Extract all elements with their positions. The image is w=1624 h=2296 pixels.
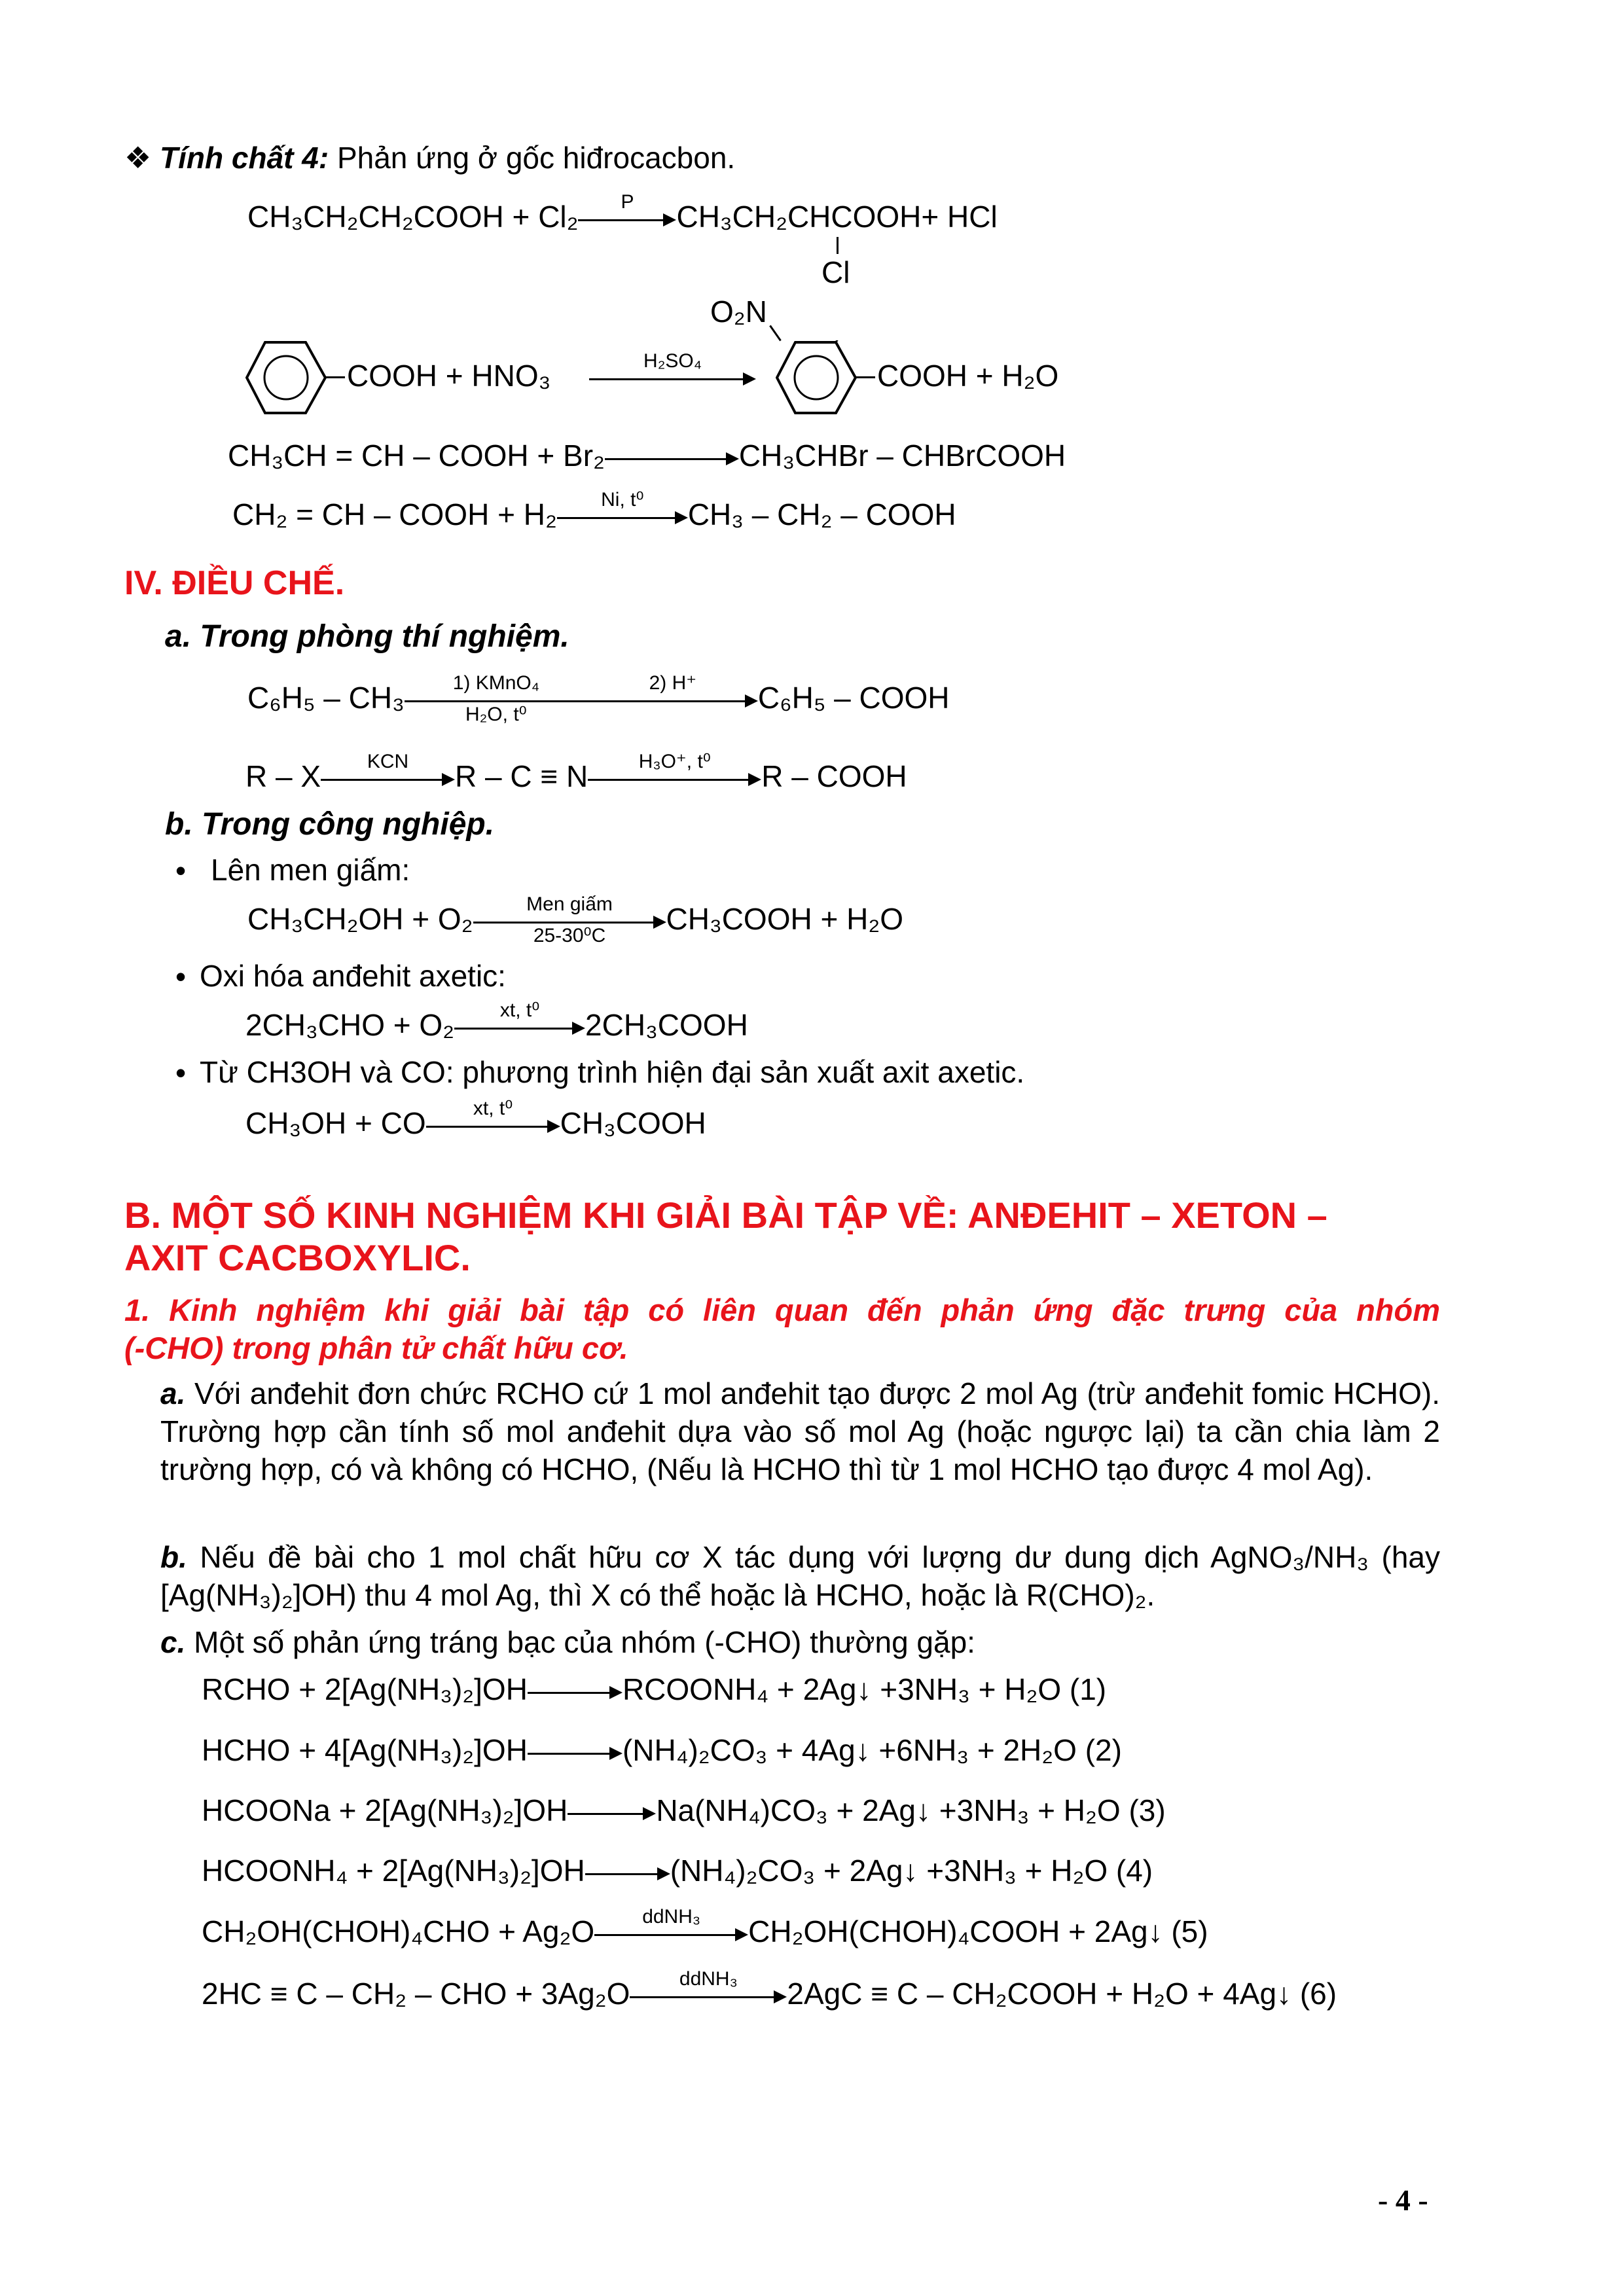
bond-line (837, 237, 839, 254)
subsection-lab: a. Trong phòng thí nghiệm. (165, 619, 569, 654)
eq-right: CH₃CH₂CHCOOH+ HCl (676, 200, 998, 234)
reaction-arrow-icon (568, 1800, 656, 1826)
equation-nitration (347, 359, 550, 393)
equation-carbonylation (245, 1097, 706, 1141)
arrow-condition: ddNH₃ (679, 1967, 738, 1990)
arrow-condition: KCN (367, 750, 409, 772)
arrow-condition: H₃O⁺, t⁰ (638, 750, 711, 772)
eq-right: COOH + H₂O (877, 359, 1059, 393)
subsection-1-heading (124, 1291, 1440, 1367)
reaction-right: 2AgC ≡ C – CH₂COOH + H₂O + 4Ag↓ (787, 1977, 1292, 2011)
reaction-arrow-icon (588, 672, 758, 713)
eq-branch: Cl (821, 255, 850, 289)
reaction-number: (1) (1069, 1672, 1107, 1706)
eq-right: CH₃CHBr – CHBrCOOH (738, 439, 1066, 473)
reaction-number: (3) (1128, 1793, 1166, 1827)
eq-right: CH₃ – CH₂ – COOH (687, 497, 956, 531)
paragraph-label: c. (160, 1625, 186, 1659)
reaction-right: CH₂OH(CHOH)₄COOH + 2Ag↓ (748, 1914, 1163, 1948)
reaction-arrow-icon (528, 1679, 623, 1705)
reaction-left: HCOONa + 2[Ag(NH₃)₂]OH (202, 1793, 568, 1827)
paragraph-b (160, 1538, 1440, 1614)
reaction-right: Na(NH₄)CO₃ + 2Ag↓ +3NH₃ + H₂O (656, 1793, 1121, 1827)
paragraph-label: a. (160, 1376, 186, 1410)
method-carbonylation: Từ CH3OH và CO: phương trình hiện đại sản xuất axit axetic. (200, 1055, 1025, 1089)
arrow-condition: xt, t⁰ (473, 1097, 513, 1119)
eq-left: CH₃CH₂OH + O₂ (247, 902, 473, 936)
reaction-arrow-icon (405, 672, 588, 725)
reaction-left: RCHO + 2[Ag(NH₃)₂]OH (202, 1672, 528, 1706)
arrow-condition: Ni, t⁰ (601, 488, 644, 511)
eq-right: C₆H₅ – COOH (757, 681, 950, 715)
arrow-condition: P (621, 190, 634, 213)
arrow-condition: Men giấm (526, 893, 613, 915)
paragraph-a (160, 1374, 1440, 1488)
reaction-line (202, 1854, 1153, 1888)
reaction-arrow-icon (454, 999, 585, 1041)
reaction-arrow-icon (528, 1740, 623, 1766)
eq-left: CH₃OH + CO (245, 1106, 426, 1140)
eq-left: COOH + HNO₃ (347, 359, 551, 393)
equation-nitration-right (877, 359, 1058, 393)
reaction-arrow-icon (321, 750, 455, 792)
paragraph-text: Một số phản ứng tráng bạc của nhóm (-CHO) thường gặp: (194, 1625, 975, 1659)
reaction-arrow-icon (594, 1905, 748, 1947)
section-title-preparation: IV. ĐIỀU CHẾ. (124, 564, 345, 602)
reaction-arrow-icon (605, 445, 739, 471)
eq-left: CH₂ = CH – COOH + H₂ (232, 497, 557, 531)
reaction-arrow-icon (426, 1097, 560, 1139)
eq-left: R – X (245, 759, 321, 793)
equation-nitrile (245, 750, 907, 794)
page-number: - 4 - (1378, 2183, 1428, 2217)
paragraph-text: Với anđehit đơn chức RCHO cứ 1 mol anđehit tạo được 2 mol Ag (trừ anđehit fomic HCHO). Trường hợp cần tính số mol anđehit dựa vào số mol Ag (hoặc ngược lại) ta cần chia làm 2 trường hợp, có và không có HCHO, (Nếu là HCHO thì từ 1 mol HCHO tạo được 4 mol Ag). (160, 1376, 1441, 1486)
eq-left: CH₃CH₂CH₂COOH + Cl₂ (247, 200, 579, 234)
equation-hydrogenation (232, 488, 956, 532)
eq-right: 2CH₃COOH (585, 1008, 748, 1042)
reaction-arrow-icon (589, 350, 756, 391)
subsection-industry: b. Trong công nghiệp. (165, 807, 495, 842)
property-text: Phản ứng ở gốc hiđrocacbon. (336, 141, 736, 175)
eq-right: CH₃COOH (560, 1106, 706, 1140)
reaction-left: 2HC ≡ C – CH₂ – CHO + 3Ag₂O (202, 1977, 630, 2011)
reaction-left: CH₂OH(CHOH)₄CHO + Ag₂O (202, 1914, 595, 1948)
reaction-arrow-icon (588, 750, 761, 792)
bullet-icon: • (175, 853, 187, 888)
benzene-ring-icon (245, 340, 327, 416)
arrow-condition: H₂SO₄ (643, 350, 702, 372)
eq-mid: R – C ≡ N (455, 759, 588, 793)
arrow-condition: H₂O, t⁰ (465, 703, 527, 725)
reaction-line (202, 1793, 1166, 1828)
subsection-1-line2: (-CHO) trong phân tử chất hữu cơ. (124, 1331, 628, 1365)
paragraph-text: Nếu đề bài cho 1 mol chất hữu cơ X tác dụng với lượng dư dung dịch AgNO₃/NH₃ (hay [Ag(NH₃)₂]OH) thu 4 mol Ag, thì X có thể hoặc là HCHO, hoặc là R(CHO)₂. (160, 1540, 1440, 1612)
reaction-arrow-icon (473, 893, 666, 946)
eq-left: 2CH₃CHO + O₂ (245, 1008, 455, 1042)
equation-bromination (228, 439, 1066, 473)
subsection-1-line1: 1. Kinh nghiệm khi giải bài tập có liên quan đến phản ứng đặc trưng của nhóm (124, 1293, 1440, 1327)
bond-line (325, 376, 345, 378)
reaction-number: (6) (1299, 1977, 1337, 2011)
section-heading (124, 141, 735, 175)
reaction-arrow-icon (578, 190, 676, 232)
equation-fermentation (247, 893, 903, 946)
reaction-left: HCHO + 4[Ag(NH₃)₂]OH (202, 1733, 528, 1767)
bond-line (769, 325, 782, 342)
section-title-experience-line2: AXIT CACBOXYLIC. (124, 1237, 471, 1278)
eq-right: R – COOH (761, 759, 907, 793)
reaction-number: (2) (1085, 1733, 1122, 1767)
arrow-condition: xt, t⁰ (499, 999, 540, 1021)
reaction-right: (NH₄)₂CO₃ + 2Ag↓ +3NH₃ + H₂O (670, 1854, 1108, 1888)
method-oxidation: Oxi hóa anđehit axetic: (200, 959, 506, 993)
arrow-condition: 1) KMnO₄ (452, 672, 539, 694)
reaction-arrow-icon (585, 1860, 670, 1886)
equation-oxidation-toluene (247, 672, 950, 725)
nitration-arrow (589, 350, 756, 393)
arrow-condition: ddNH₃ (642, 1905, 701, 1928)
reaction-arrow-icon (630, 1967, 787, 2009)
reaction-left: HCOONH₄ + 2[Ag(NH₃)₂]OH (202, 1854, 585, 1888)
bullet-icon: • (175, 960, 187, 994)
reaction-right: (NH₄)₂CO₃ + 4Ag↓ +6NH₃ + 2H₂O (622, 1733, 1077, 1767)
arrow-condition: 2) H⁺ (649, 672, 697, 694)
bullet-icon: • (175, 1056, 187, 1090)
eq-right: CH₃COOH + H₂O (666, 902, 903, 936)
method-fermentation: Lên men giấm: (211, 853, 410, 887)
reaction-line (202, 1967, 1337, 2011)
reaction-line (202, 1733, 1122, 1768)
reaction-line (202, 1905, 1208, 1949)
reaction-number: (5) (1171, 1914, 1208, 1948)
property-title: Tính chất 4: (160, 141, 329, 175)
section-title-experience: B. MỘT SỐ KINH NGHIỆM KHI GIẢI BÀI TẬP VỀ: ANĐEHIT – XETON – (124, 1194, 1327, 1236)
eq-left: C₆H₅ – CH₃ (247, 681, 405, 715)
reaction-number: (4) (1115, 1854, 1153, 1888)
paragraph-label: b. (160, 1540, 187, 1574)
equation-chlorination (247, 190, 998, 234)
diamond-bullet-icon: ❖ (124, 141, 152, 175)
nitro-substituent: O₂N (710, 295, 767, 329)
arrow-condition: 25-30⁰C (533, 924, 606, 946)
eq-left: CH₃CH = CH – COOH + Br₂ (228, 439, 605, 473)
paragraph-c (160, 1623, 1440, 1661)
bond-line (856, 376, 875, 378)
reaction-right: RCOONH₄ + 2Ag↓ +3NH₃ + H₂O (622, 1672, 1062, 1706)
equation-acetaldehyde-oxidation (245, 999, 748, 1043)
reaction-line (202, 1672, 1106, 1707)
benzene-ring-icon (776, 340, 857, 416)
reaction-arrow-icon (557, 488, 688, 530)
